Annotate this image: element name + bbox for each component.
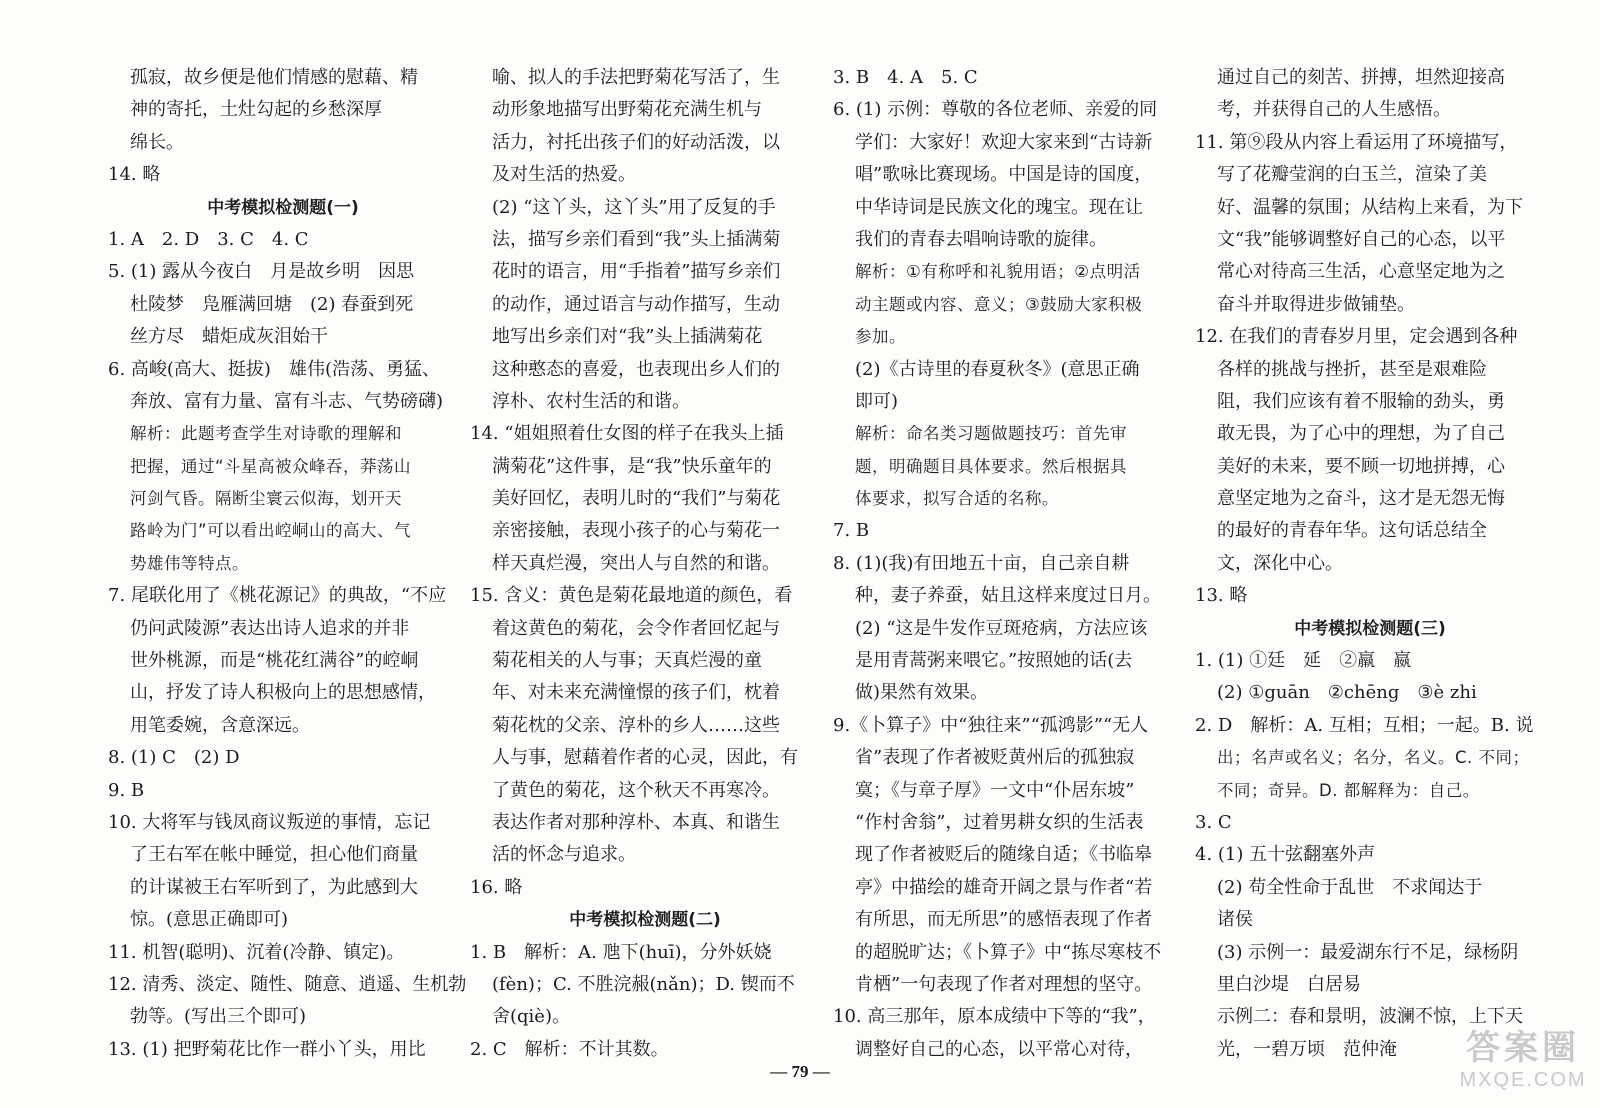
text-line: 2. D 解析：A. 互相；互相；一起。B. 说: [1195, 714, 1534, 736]
text-line: 表达作者对那种淳朴、本真、和谐生: [492, 811, 780, 833]
text-line: 即可): [855, 390, 899, 412]
text-line: 的最好的青春年华。这句话总结全: [1217, 520, 1487, 542]
text-line: 出；名声或名义；名分，名义。C. 不同；: [1217, 748, 1530, 768]
text-line: 的计谋被王右军听到了，为此感到大: [130, 876, 418, 898]
text-line: 奔放、富有力量、富有斗志、气势磅礴): [130, 390, 444, 412]
text-line: 9. B: [108, 779, 145, 801]
text-line: 地写出乡亲们对“我”头上插满菊花: [492, 326, 763, 348]
section-heading: 中考模拟检测题(二): [569, 910, 721, 931]
text-line: 3. C: [1195, 811, 1232, 833]
text-line: 3. B 4. A 5. C: [833, 67, 978, 88]
text-line: 着这黄色的菊花，会令作者回忆起与: [492, 617, 780, 639]
text-line: 仍问武陵源”表达出诗人追求的并非: [130, 617, 410, 639]
text-line: 1. (1) ①廷 延 ②羸 嬴: [1195, 650, 1412, 672]
text-line: 把握，通过“斗星高被众峰吞，莽荡山: [130, 456, 412, 476]
text-line: 现了作者被贬后的随缘自适；《书临皋: [855, 844, 1152, 866]
text-line: 活力，衬托出孩子们的好动活泼，以: [492, 131, 780, 153]
section-heading: 中考模拟检测题(三): [1294, 618, 1446, 639]
watermark-logo: 答案圈: [1466, 1029, 1580, 1067]
text-line: 的动作，通过语言与动作描写，生动: [492, 293, 780, 315]
answer-column-1: [108, 62, 467, 1066]
text-line: (2) “这丫头，这丫头”用了反复的手: [492, 196, 776, 218]
text-line: 势雄伟等特点。: [130, 553, 249, 573]
text-line: 12. 清秀、淡定、随性、随意、逍遥、生机勃: [108, 973, 467, 995]
text-line: (2) 苟全性命于乱世 不求闻达于: [1217, 876, 1483, 898]
text-line: 丝方尽 蜡炬成灰泪始干: [130, 326, 328, 348]
text-line: 我们的青春去唱响诗歌的旋律。: [855, 228, 1107, 250]
text-line: 写了花瓣莹润的白玉兰，渲染了美: [1217, 164, 1487, 186]
text-line: 了黄色的菊花，这个秋天不再寒冷。: [492, 779, 780, 801]
text-line: 意坚定地为之奋斗，这才是无怨无悔: [1217, 488, 1505, 510]
text-line: 题，明确题目具体要求。然后根据具: [855, 456, 1127, 476]
text-line: 10. 高三那年，原本成绩中下等的“我”，: [833, 1006, 1156, 1028]
text-line: 8. (1)(我)有田地五十亩，自己亲自耕: [833, 552, 1130, 574]
text-line: 14. 略: [108, 164, 161, 186]
text-line: 6. (1) 示例：尊敬的各位老师、亲爱的同: [833, 99, 1158, 121]
text-line: 活的怀念与追求。: [492, 844, 636, 866]
text-line: 舍(qiè)。: [492, 1006, 570, 1028]
text-line: 菊花相关的人与事；天真烂漫的童: [492, 650, 762, 672]
text-line: 11. 第⑨段从内容上看运用了环境描写，: [1195, 131, 1518, 153]
text-line: 6. 高峻(高大、挺拔) 雄伟(浩荡、勇猛、: [108, 358, 440, 380]
text-line: 勃等。(写出三个即可): [130, 1006, 307, 1028]
text-line: 常心对待高三生活，心意坚定地为之: [1217, 261, 1505, 283]
text-line: 15. 含义：黄色是菊花最地道的颜色，看: [470, 585, 793, 607]
text-line: 文，深化中心。: [1217, 552, 1343, 574]
text-line: 体要求，拟写合适的名称。: [855, 489, 1059, 509]
text-line: 示例二：春和景明，波澜不惊，上下天: [1217, 1006, 1523, 1028]
text-line: 12. 在我们的青春岁月里，定会遇到各种: [1195, 326, 1518, 348]
text-line: 省”表现了作者被贬黄州后的孤独寂: [855, 747, 1135, 769]
text-line: 喻、拟人的手法把野菊花写活了，生: [492, 67, 780, 88]
text-line: 亲密接触，表现小孩子的心与菊花一: [492, 520, 780, 542]
text-line: 这种憨态的喜爱，也表现出乡人们的: [492, 358, 780, 380]
text-line: 山，抒发了诗人积极向上的思想感情，: [130, 682, 436, 704]
text-line: 7. 尾联化用了《桃花源记》的典故，“不应: [108, 585, 447, 607]
text-line: 美好的未来，要不顾一切地拼搏，心: [1217, 455, 1505, 477]
text-line: (3) 示例一：最爱湖东行不足，绿杨阴: [1217, 941, 1519, 963]
text-line: 世外桃源，而是“桃花红满谷”的崆峒: [130, 650, 419, 672]
text-line: 杜陵梦 凫雁满回塘 (2) 春蚕到死: [130, 293, 414, 315]
text-line: 10. 大将军与钱凤商议叛逆的事情，忘记: [108, 811, 431, 833]
text-line: 人与事，慰藉着作者的心灵，因此，有: [492, 747, 798, 769]
answer-column-4: [1195, 62, 1545, 1066]
text-line: 11. 机智(聪明)、沉着(冷静、镇定)。: [108, 941, 405, 963]
text-line: 8. (1) C (2) D: [108, 747, 240, 769]
text-line: “作村舍翁”，过着男耕女织的生活表: [855, 811, 1144, 833]
text-line: (fèn)；C. 不胜浣赧(nǎn)；D. 锲而不: [492, 973, 795, 995]
text-line: 5. (1) 露从今夜白 月是故乡明 因思: [108, 261, 415, 283]
text-line: 样天真烂漫，突出人与自然的和谐。: [492, 552, 780, 574]
text-line: 满菊花”这件事，是“我”快乐童年的: [492, 455, 772, 477]
text-line: 13. 略: [1195, 585, 1248, 607]
text-line: 文“我”能够调整好自己的心态，以平: [1217, 228, 1506, 250]
watermark-url: MXQE.COM: [1459, 1069, 1587, 1091]
text-line: 及对生活的热爱。: [492, 164, 636, 186]
text-line: 的超脱旷达；《卜算子》中“拣尽寒枝不: [855, 941, 1162, 963]
text-line: 法，描写乡亲们看到“我”头上插满菊: [492, 228, 781, 250]
text-line: 年、对未来充满憧憬的孩子们，枕着: [492, 682, 780, 704]
text-line: 阻，我们应该有着不服输的劲头，勇: [1217, 390, 1505, 412]
text-line: 1. B 解析：A. 虺下(huī)，分外妖娆: [470, 941, 772, 963]
text-line: 14. “姐姐照着仕女图的样子在我头上插: [470, 423, 784, 445]
text-line: 了王右军在帐中睡觉，担心他们商量: [130, 844, 418, 866]
answer-column-3: [833, 62, 1183, 1066]
text-line: 解析：①有称呼和礼貌用语；②点明活: [855, 262, 1141, 282]
text-line: 光，一碧万顷 范仲淹: [1217, 1038, 1397, 1060]
text-line: 学们：大家好！欢迎大家来到“古诗新: [855, 131, 1153, 153]
text-line: 参加。: [855, 327, 906, 347]
text-line: 4. (1) 五十弦翻塞外声: [1195, 844, 1376, 866]
text-line: 肯栖”一句表现了作者对理想的坚守。: [855, 973, 1153, 995]
text-line: 诸侯: [1217, 909, 1253, 931]
text-line: 绵长。: [130, 131, 184, 153]
text-line: 奋斗并取得进步做铺垫。: [1217, 293, 1415, 315]
text-line: 寞；《与章子厚》一文中“仆居东坡”: [855, 779, 1135, 801]
text-line: 7. B: [833, 520, 870, 542]
text-line: (2) ①guān ②chēng ③è zhi: [1217, 682, 1477, 704]
text-line: 9.《卜算子》中“独往来”“孤鸿影”“无人: [833, 714, 1149, 736]
text-line: 敢无畏，为了心中的理想，为了自己: [1217, 423, 1505, 445]
text-line: 动形象地描写出野菊花充满生机与: [492, 99, 762, 121]
text-line: 河剑气昏。隔断尘寰云似海，划开天: [130, 489, 402, 509]
text-line: 惊。(意思正确即可): [130, 909, 289, 931]
answer-column-2: [470, 62, 820, 1066]
text-line: 好、温馨的氛围；从结构上来看，为下: [1217, 196, 1523, 218]
text-line: 亭》中描绘的雄奇开阔之景与作者“若: [855, 876, 1153, 898]
text-line: 是用青蒿粥来喂它。”按照她的话(去: [855, 650, 1133, 672]
text-line: 各样的挑战与挫折，甚至是艰难险: [1217, 358, 1487, 380]
page-number: — 79 —: [770, 1062, 830, 1081]
text-line: 中华诗词是民族文化的瑰宝。现在让: [855, 196, 1143, 218]
text-line: 用笔委婉，含意深远。: [130, 714, 310, 736]
text-line: 神的寄托，土灶勾起的乡愁深厚: [130, 99, 382, 121]
text-line: 孤寂，故乡便是他们情感的慰藉、精: [130, 67, 418, 88]
text-line: 种，妻子养蚕，姑且这样来度过日月。: [855, 585, 1161, 607]
text-line: 做)果然有效果。: [855, 682, 989, 704]
text-line: 考，并获得自己的人生感悟。: [1217, 99, 1451, 121]
text-line: 有所思，而无所思”的感悟表现了作者: [855, 909, 1153, 931]
text-line: (2) “这是牛发作豆斑疮病，方法应该: [855, 617, 1148, 639]
text-line: 里白沙堤 白居易: [1217, 973, 1361, 995]
text-line: 唱”歌咏比赛现场。中国是诗的国度，: [855, 164, 1153, 186]
text-line: 淳朴、农村生活的和谐。: [492, 390, 690, 412]
text-line: 解析：命名类习题做题技巧：首先审: [855, 424, 1127, 444]
text-line: 13. (1) 把野菊花比作一群小丫头，用比: [108, 1038, 426, 1060]
text-line: 2. C 解析：不计其数。: [470, 1038, 669, 1060]
text-line: 动主题或内容、意义；③鼓励大家积极: [855, 294, 1143, 314]
text-line: 美好回忆，表明儿时的“我们”与菊花: [492, 488, 781, 510]
text-line: 1. A 2. D 3. C 4. C: [108, 228, 309, 250]
watermark: [1458, 1028, 1588, 1100]
text-line: 不同；奇异。D. 都解释为：自己。: [1217, 780, 1480, 800]
text-line: 菊花枕的父亲、淳朴的乡人……这些: [492, 714, 780, 736]
text-line: 16. 略: [470, 876, 523, 898]
text-line: 调整好自己的心态，以平常心对待，: [855, 1038, 1143, 1060]
text-line: 花时的语言，用“手指着”描写乡亲们: [492, 261, 781, 283]
text-line: (2)《古诗里的春夏秋冬》(意思正确: [855, 358, 1140, 380]
text-line: 解析：此题考查学生对诗歌的理解和: [130, 424, 402, 444]
text-line: 通过自己的刻苦、拼搏，坦然迎接高: [1217, 67, 1505, 88]
section-heading: 中考模拟检测题(一): [207, 197, 359, 218]
text-line: 路岭为门”可以看出崆峒山的高大、气: [130, 521, 412, 541]
